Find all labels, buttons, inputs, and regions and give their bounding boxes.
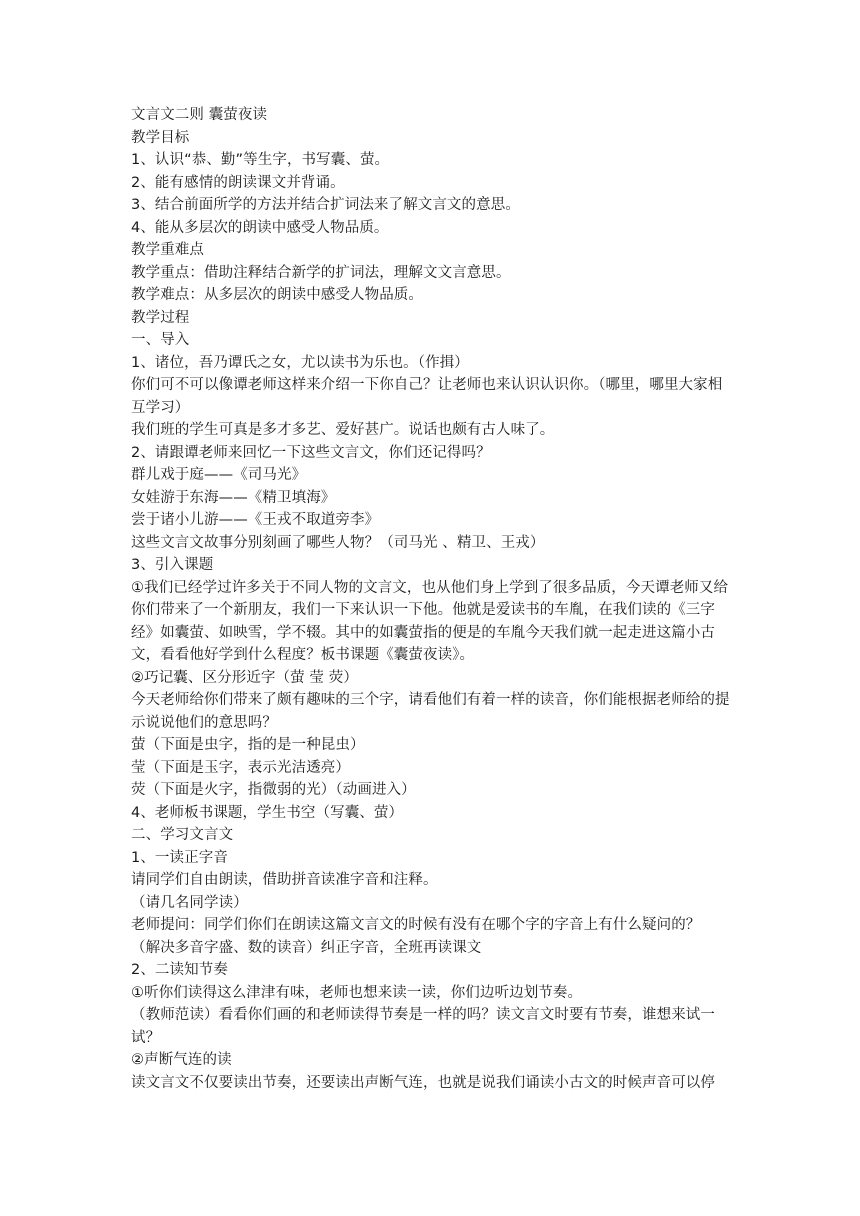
word-note: 荧（下面是火字，指微弱的光）（动画进入） <box>131 782 416 798</box>
quote-line: 群儿戏于庭——《司马光》 <box>131 467 307 483</box>
paragraph: ②声断气连的读 <box>131 1052 232 1068</box>
section-heading: 二、学习文言文 <box>131 827 234 843</box>
key-heading: 教学重难点 <box>131 242 204 258</box>
goal-item: 3、结合前面所学的方法并结合扩词法来了解文言文的意思。 <box>131 197 520 213</box>
section-heading: 一、导入 <box>131 332 190 348</box>
goal-item: 2、能有感情的朗读课文并背诵。 <box>131 174 345 191</box>
paragraph: 这些文言文故事分别刻画了哪些人物？（司马光 、精卫、王戎） <box>131 534 545 551</box>
paragraph: 老师提问：同学们你们在朗读这篇文言文的时候有没有在哪个字的字音上有什么疑问的？ <box>131 917 701 933</box>
paragraph: ①我们已经学过许多关于不同人物的文言文，也从他们身上学到了很多品质，今天谭老师又给你们带来了一个新朋友，我们一下来认识一下他。他就是爱读书的车胤，在我们读的《三字经》如囊萤、如映雪，学不辍。其中的如囊萤指的便是的车胤今天我们就一起走进这篇小古文，看看他好学到什么程度？板书课题《囊萤夜读》。 <box>131 579 729 663</box>
key-point: 教学重点：借助注释结合新学的扩词法，理解文文言意思。 <box>131 264 511 281</box>
paragraph: （请几名同学读） <box>131 894 248 911</box>
quote-line: 尝于诸小儿游——《王戎不取道旁李》 <box>131 512 380 528</box>
word-note: 萤（下面是虫字，指的是一种昆虫） <box>131 737 365 753</box>
quote-line: 女娃游于东海——《精卫填海》 <box>131 489 336 506</box>
paragraph: 今天老师给你们带来了颇有趣味的三个字，请看他们有着一样的读音，你们能根据老师给的提示说说他们的意思吗？ <box>131 692 730 731</box>
word-note: 莹（下面是玉字，表示光洁透亮） <box>131 759 350 776</box>
goal-item: 1、认识“恭、勤”等生字，书写囊、萤。 <box>131 152 390 168</box>
document-page <box>131 104 741 1094</box>
paragraph: （解决多音字盛、数的读音）纠正字音，全班再读课文 <box>131 939 482 956</box>
paragraph: 请同学们自由朗读，借助拼音读准字音和注释。 <box>131 872 438 888</box>
document-title: 文言文二则 囊萤夜读 <box>131 107 268 123</box>
difficult-point: 教学难点：从多层次的朗读中感受人物品质。 <box>131 287 423 303</box>
step-item: 4、老师板书课题，学生书空（写囊、萤） <box>131 804 404 821</box>
paragraph: ②巧记囊、区分形近字（萤 莹 荧） <box>131 669 358 686</box>
paragraph: 我们班的学生可真是多才多艺、爱好甚广。说话也颇有古人味了。 <box>131 422 555 438</box>
step-item: 1、一读正字音 <box>131 849 228 866</box>
goal-item: 4、能从多层次的朗读中感受人物品质。 <box>131 219 389 236</box>
step-item: 1、诸位，吾乃谭氏之女，尤以读书为乐也。（作揖） <box>131 354 469 371</box>
process-heading: 教学过程 <box>131 309 190 326</box>
step-item: 3、引入课题 <box>131 557 214 573</box>
goals-heading: 教学目标 <box>131 129 190 146</box>
paragraph: （教师范读）看看你们画的和老师读得节奏是一样的吗？读文言文时要有节奏，谁想来试一试？ <box>131 1007 715 1046</box>
step-item: 2、二读知节奏 <box>131 962 228 978</box>
paragraph: ①听你们读得这么津津有味，老师也想来读一读，你们边听边划节奏。 <box>131 984 583 1001</box>
paragraph: 读文言文不仅要读出节奏，还要读出声断气连，也就是说我们诵读小古文的时候声音可以停 <box>131 1074 715 1091</box>
paragraph: 你们可不可以像谭老师这样来介绍一下你自己？让老师也来认识认识你。（哪里，哪里大家相互学习） <box>131 377 723 416</box>
step-item: 2、请跟谭老师来回忆一下这些文言文，你们还记得吗？ <box>131 444 491 461</box>
